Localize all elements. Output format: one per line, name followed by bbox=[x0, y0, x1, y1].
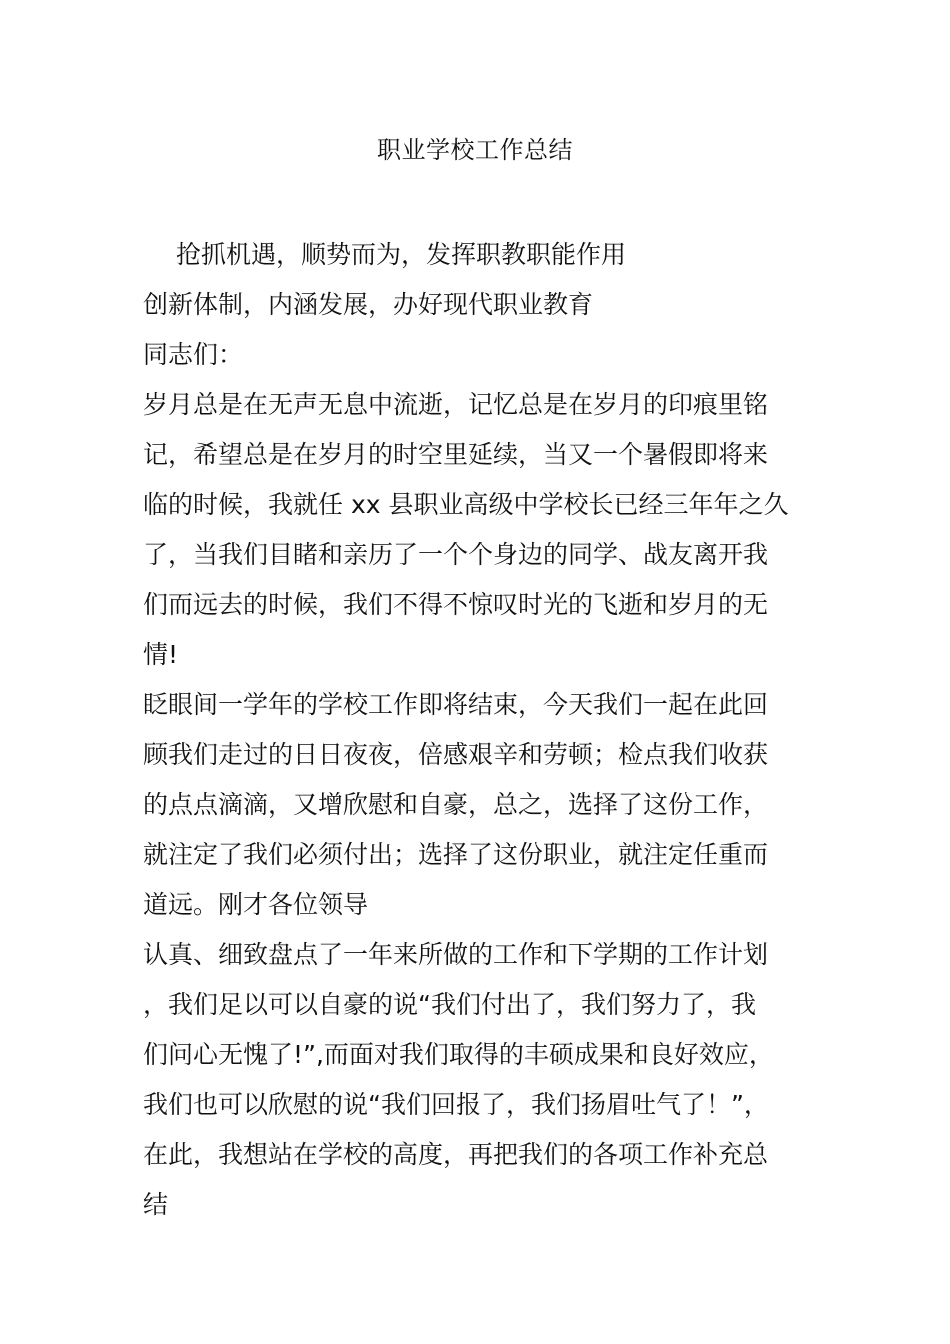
paragraph-2-line-4: 就注定了我们必须付出；选择了这份职业，就注定任重而 bbox=[143, 840, 769, 869]
paragraph-1-line-6: 情! bbox=[143, 640, 179, 669]
paragraph-3-line-1: 认真、细致盘点了一年来所做的工作和下学期的工作计划 bbox=[143, 940, 769, 969]
paragraph-1-line-1: 岁月总是在无声无息中流逝，记忆总是在岁月的印痕里铭 bbox=[143, 390, 769, 419]
paragraph-2-line-5: 道远。刚才各位领导 bbox=[143, 890, 369, 919]
paragraph-1-line-3: 临的时候，我就任 xx 县职业高级中学校长已经三年年之久 bbox=[143, 490, 789, 519]
subtitle-line-1: 抢抓机遇，顺势而为，发挥职教职能作用 bbox=[176, 240, 627, 269]
document-title: 职业学校工作总结 bbox=[377, 136, 573, 164]
paragraph-3-line-2: ，我们足以可以自豪的说“我们付出了，我们努力了，我 bbox=[143, 990, 756, 1019]
paragraph-3-line-6: 结 bbox=[143, 1190, 169, 1219]
paragraph-3-line-5: 在此，我想站在学校的高度，再把我们的各项工作补充总 bbox=[143, 1140, 769, 1169]
paragraph-1-line-2: 记，希望总是在岁月的时空里延续，当又一个暑假即将来 bbox=[143, 440, 769, 469]
paragraph-2-line-1: 眨眼间一学年的学校工作即将结束，今天我们一起在此回 bbox=[143, 690, 769, 719]
paragraph-3-line-4: 我们也可以欣慰的说“我们回报了，我们扬眉吐气了！”， bbox=[143, 1090, 769, 1119]
subtitle-line-2: 创新体制，内涵发展，办好现代职业教育 bbox=[143, 290, 594, 319]
paragraph-1-line-4: 了，当我们目睹和亲历了一个个身边的同学、战友离开我 bbox=[143, 540, 769, 569]
paragraph-3-line-3: 们问心无愧了!”,而面对我们取得的丰硕成果和良好效应， bbox=[143, 1040, 774, 1069]
paragraph-1-line-5: 们而远去的时候，我们不得不惊叹时光的飞逝和岁月的无 bbox=[143, 590, 769, 619]
salutation: 同志们： bbox=[143, 340, 244, 369]
paragraph-2-line-3: 的点点滴滴，又增欣慰和自豪，总之，选择了这份工作， bbox=[143, 790, 769, 819]
paragraph-2-line-2: 顾我们走过的日日夜夜，倍感艰辛和劳顿；检点我们收获 bbox=[143, 740, 769, 769]
document-body bbox=[143, 230, 803, 1230]
